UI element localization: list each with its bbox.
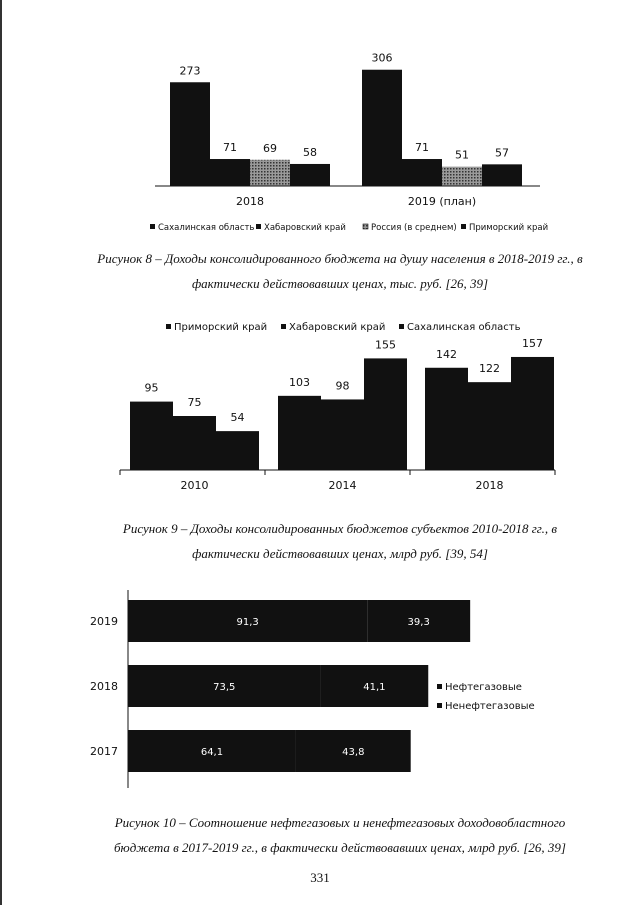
chart2-bar: [511, 357, 554, 470]
chart1-data-label: 71: [223, 141, 237, 155]
chart2-legend-label: Сахалинская область: [407, 322, 521, 333]
chart1-category-label: 2018: [236, 195, 264, 208]
chart3-category-label: 2019: [90, 615, 118, 628]
chart1-bar: [170, 82, 210, 186]
chart2-bar: [130, 402, 173, 470]
chart2-data-label: 54: [230, 411, 245, 425]
chart1-data-label: 71: [415, 141, 429, 155]
chart-income-per-capita: [0, 50, 640, 240]
figure-9-caption-line1: Рисунок 9 – Доходы консолидированных бюджетов субъектов 2010-2018 гг., в: [122, 521, 558, 536]
chart2-data-label: 142: [436, 347, 457, 361]
chart1-bar: [290, 164, 330, 186]
chart1-bar: [210, 159, 250, 186]
chart1-bar: [482, 164, 522, 186]
chart2-legend-label: Приморский край: [174, 322, 268, 333]
chart3-legend-label: Нефтегазовые: [445, 682, 522, 693]
chart2-category-label: 2010: [180, 479, 209, 492]
chart1-data-label: 273: [179, 64, 201, 78]
chart3-legend-label: Ненефтегазовые: [445, 701, 535, 712]
chart2-data-label: 103: [289, 375, 310, 389]
chart3-data-label: 91,3: [236, 617, 259, 628]
chart1-legend-label: Хабаровский край: [264, 223, 346, 233]
chart2-bar: [216, 431, 259, 470]
chart1-legend-swatch: [461, 224, 466, 229]
chart2-data-label: 75: [187, 396, 202, 409]
figure-10-caption-line2: бюджета в 2017-2019 гг., в фактически действовавших ценах, млрд руб. [26, 39]: [114, 840, 566, 855]
page-number: 331: [310, 870, 330, 885]
chart1-data-label: 58: [303, 145, 317, 159]
chart2-legend-label: Хабаровский край: [289, 322, 386, 333]
chart3-legend-swatch: [437, 703, 442, 708]
chart1-bar: [250, 160, 290, 186]
chart3-data-label: 39,3: [407, 617, 430, 628]
chart1-legend-label: Сахалинская область: [158, 223, 255, 233]
chart2-category-label: 2018: [475, 479, 504, 492]
chart2-bar: [173, 416, 216, 470]
chart1-legend-swatch: [150, 224, 155, 229]
figure-10-caption-line1: Рисунок 10 – Соотношение нефтегазовых и ненефтегазовых доходовобластного: [114, 815, 566, 830]
chart3-data-label: 73,5: [213, 682, 236, 693]
chart1-legend-swatch: [363, 224, 368, 229]
chart-regional-budgets: [0, 315, 640, 500]
chart1-bar: [362, 70, 402, 186]
figure-8-caption-line1: Рисунок 8 – Доходы консолидированного бюджета на душу населения в 2018-2019 гг., в: [97, 251, 583, 266]
chart2-bar: [364, 358, 407, 470]
figure-9-caption-line2: фактически действовавших ценах, млрд руб. [39, 54]: [192, 546, 488, 561]
chart2-category-label: 2014: [328, 479, 357, 492]
chart1-legend-swatch: [256, 224, 261, 229]
chart2-bar: [425, 368, 468, 470]
chart1-data-label: 57: [495, 146, 509, 160]
figure-10-caption: [60, 810, 620, 860]
chart2-bar: [321, 399, 364, 470]
chart2-data-label: 98: [335, 379, 350, 393]
chart3-data-label: 64,1: [200, 747, 224, 758]
chart2-data-label: 95: [144, 381, 159, 395]
chart2-legend-swatch: [281, 324, 286, 329]
figure-8-caption: [60, 246, 620, 296]
chart2-legend-swatch: [166, 324, 171, 329]
chart3-legend-swatch: [437, 684, 442, 689]
chart3-data-label: 43,8: [342, 747, 365, 758]
chart1-data-label: 51: [455, 148, 469, 162]
figure-8-caption-line2: фактически действовавших ценах, тыс. руб. [26, 39]: [191, 276, 489, 291]
chart2-data-label: 122: [479, 362, 500, 376]
chart1-bar: [402, 159, 442, 186]
figure-9-caption: [60, 516, 620, 566]
chart1-bar: [442, 167, 482, 186]
chart1-data-label: 69: [263, 141, 277, 155]
chart1-legend-label: Россия (в среднем): [371, 223, 457, 233]
chart1-category-label: 2019 (план): [407, 195, 477, 208]
chart3-data-label: 41,1: [363, 682, 386, 693]
chart2-data-label: 157: [522, 336, 543, 350]
chart1-legend-label: Приморский край: [469, 223, 549, 233]
chart3-category-label: 2017: [90, 745, 118, 758]
chart-oil-gas-ratio: [0, 590, 640, 790]
chart2-bar: [278, 396, 321, 470]
chart2-bar: [468, 382, 511, 470]
chart1-data-label: 306: [371, 51, 393, 65]
chart2-legend-swatch: [399, 324, 404, 329]
chart2-data-label: 155: [375, 338, 396, 352]
chart3-category-label: 2018: [90, 680, 118, 693]
